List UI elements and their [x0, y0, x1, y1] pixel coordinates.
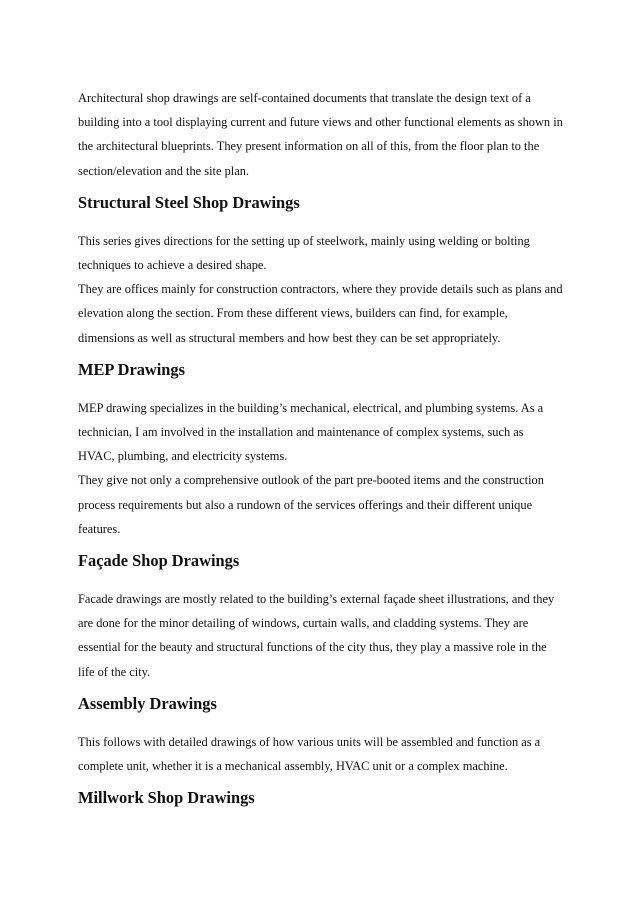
intro-paragraph — [78, 86, 570, 183]
paragraph-line: building into a tool displaying current and future views and other functional elements as shown in — [78, 115, 563, 130]
paragraph-line: process requirements but also a rundown of the services offerings and their different unique — [78, 497, 533, 512]
paragraph-line: Architectural shop drawings are self-contained documents that translate the design text of a — [78, 91, 531, 105]
paragraph-line: This follows with detailed drawings of how various units will be assembled and function as a — [78, 734, 541, 749]
paragraph-line: They give not only a comprehensive outlook of the part pre-booted items and the construction — [78, 473, 544, 488]
paragraph-line: techniques to achieve a desired shape. — [78, 258, 267, 273]
paragraph-line: Facade drawings are mostly related to the building’s external façade sheet illustrations, and they — [78, 592, 555, 607]
mep-paragraph — [78, 396, 570, 541]
paragraph-line: are done for the minor detailing of windows, curtain walls, and cladding systems. They are — [78, 616, 529, 631]
facade-paragraph — [78, 587, 570, 684]
paragraph-line: HVAC, plumbing, and electricity systems. — [78, 449, 288, 464]
paragraph-line: dimensions as well as structural members and how best they can be set appropriately. — [78, 330, 501, 345]
paragraph-line: This series gives directions for the setting up of steelwork, mainly using welding or bolting — [78, 233, 530, 248]
paragraph-line: the architectural blueprints. They present information on all of this, from the floor plan to the — [78, 139, 540, 154]
paragraph-line: They are offices mainly for construction contractors, where they provide details such as plans and — [78, 282, 563, 297]
paragraph-line: technician, I am involved in the installation and maintenance of complex systems, such as — [78, 425, 524, 440]
section-heading-facade: Façade Shop Drawings — [78, 551, 240, 571]
paragraph-line: life of the city. — [78, 664, 151, 679]
structural-steel-paragraph — [78, 229, 570, 350]
paragraph-line: essential for the beauty and structural functions of the city thus, they play a massive role in the — [78, 640, 547, 655]
paragraph-line: complete unit, whether it is a mechanical assembly, HVAC unit or a complex machine. — [78, 759, 508, 774]
assembly-paragraph — [78, 730, 570, 778]
paragraph-line: elevation along the section. From these different views, builders can find, for example, — [78, 306, 508, 321]
section-heading-assembly: Assembly Drawings — [78, 693, 217, 713]
paragraph-line: features. — [78, 521, 121, 536]
section-heading-mep: MEP Drawings — [78, 359, 185, 379]
paragraph-line: MEP drawing specializes in the building’s mechanical, electrical, and plumbing systems. As a — [78, 400, 544, 415]
section-heading-millwork: Millwork Shop Drawings — [78, 788, 255, 808]
paragraph-line: section/elevation and the site plan. — [78, 163, 250, 178]
section-heading-structural-steel: Structural Steel Shop Drawings — [78, 192, 300, 212]
document-content — [78, 86, 570, 809]
